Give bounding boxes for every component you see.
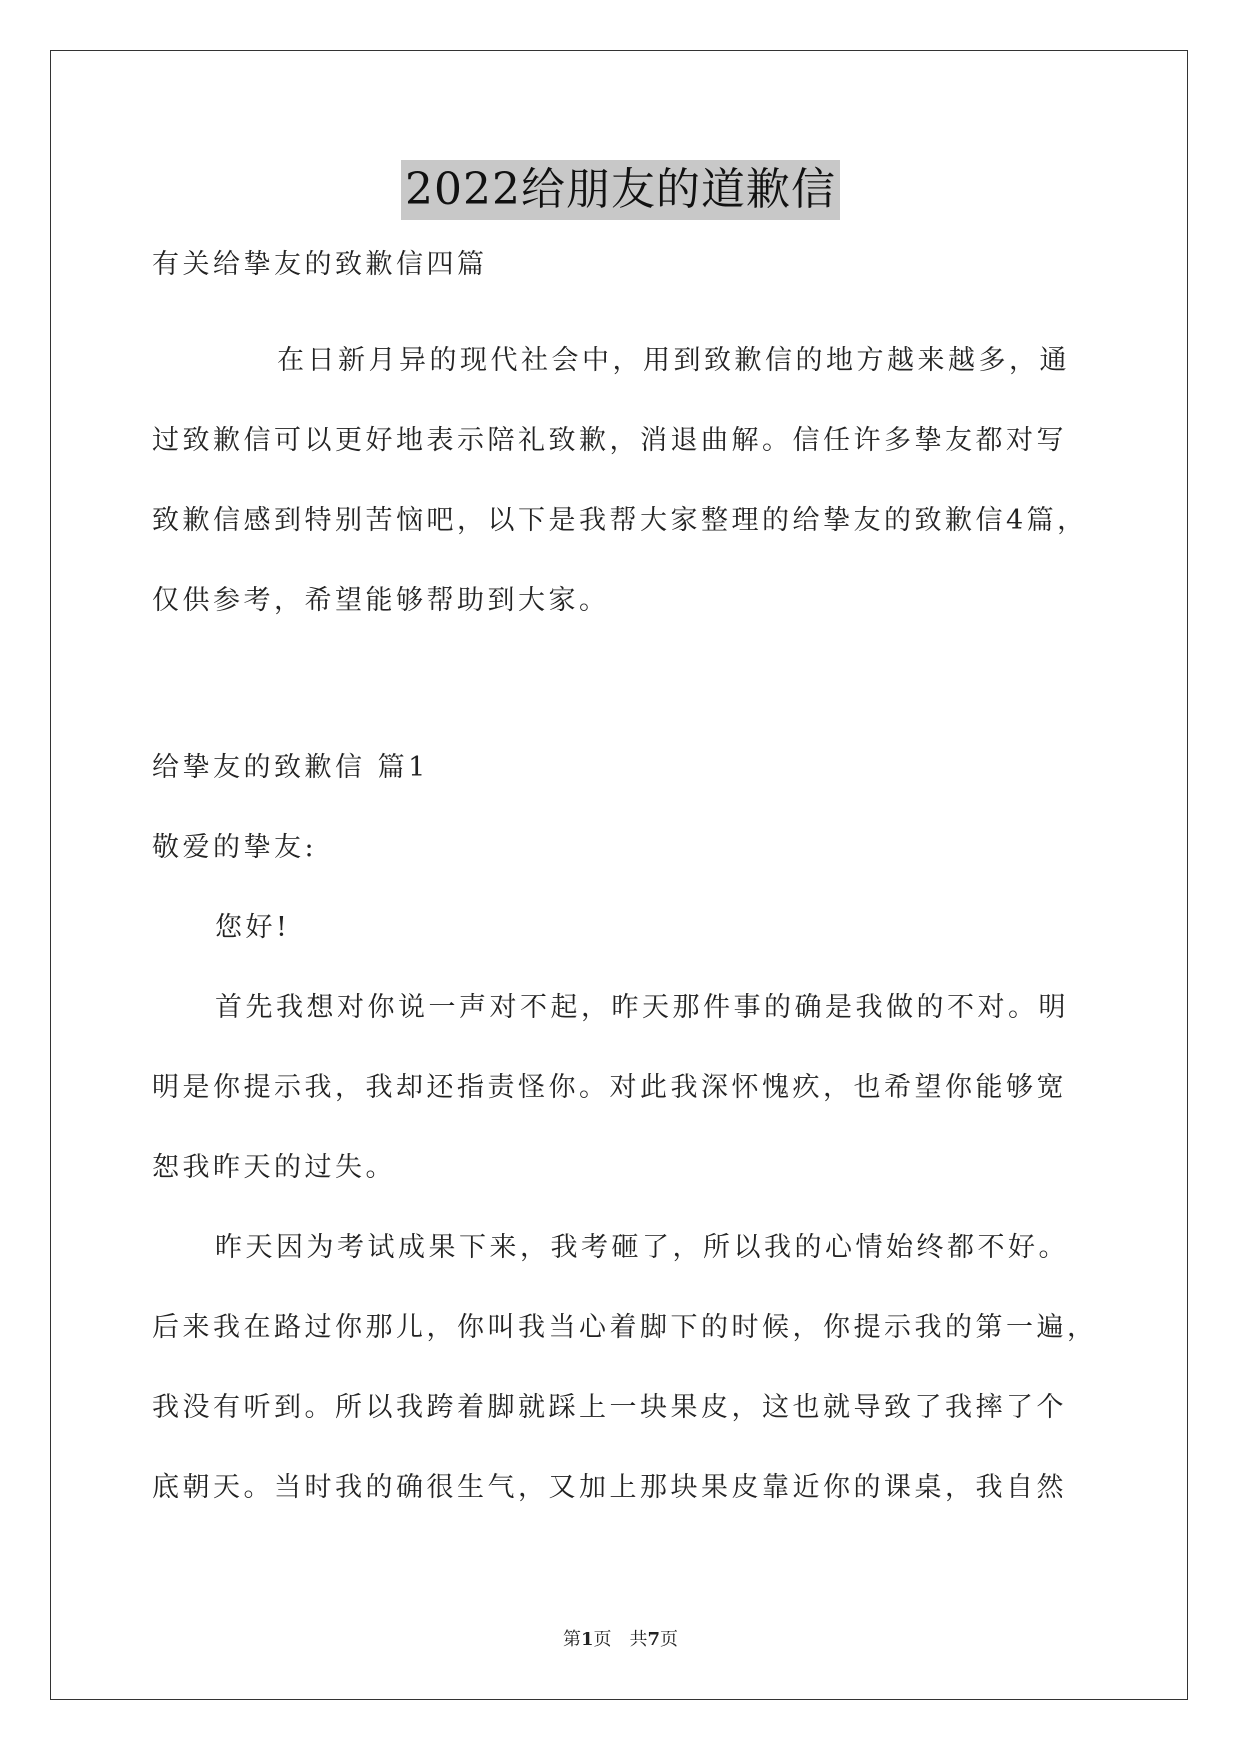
title-text: 2022给朋友的道歉信 <box>401 160 840 220</box>
page-number: 1 <box>580 1629 594 1650</box>
paragraph-line: 明是你提示我，我却还指责怪你。对此我深怀愧疚，也希望你能够宽 <box>152 1072 1067 1103</box>
paragraph-line: 后来我在路过你那儿，你叫我当心着脚下的时候，你提示我的第一遍， <box>152 1312 1098 1343</box>
paragraph-line: 过致歉信可以更好地表示陪礼致歉，消退曲解。信任许多挚友都对写 <box>152 425 1067 456</box>
paragraph-line: 昨天因为考试成果下来，我考砸了，所以我的心情始终都不好。 <box>215 1232 1069 1263</box>
page-footer <box>0 1628 1241 1652</box>
page-middle: 页 共 <box>593 1629 648 1650</box>
page-suffix: 页 <box>660 1629 679 1650</box>
paragraph-line: 底朝天。当时我的确很生气，又加上那块果皮靠近你的课桌，我自然 <box>152 1472 1067 1503</box>
total-pages: 7 <box>647 1629 661 1650</box>
paragraph-line: 我没有听到。所以我跨着脚就踩上一块果皮，这也就导致了我摔了个 <box>152 1392 1067 1423</box>
paragraph-line: 致歉信感到特别苦恼吧，以下是我帮大家整理的给挚友的致歉信4篇， <box>152 505 1088 536</box>
paragraph-line: 仅供参考，希望能够帮助到大家。 <box>152 585 610 616</box>
page-prefix: 第 <box>562 1629 581 1650</box>
subtitle-line: 有关给挚友的致歉信四篇 <box>152 249 488 280</box>
greeting: 您好! <box>215 912 291 943</box>
paragraph-line: 首先我想对你说一声对不起，昨天那件事的确是我做的不对。明 <box>215 992 1069 1023</box>
page-border <box>50 50 1188 1700</box>
paragraph-line: 在日新月异的现代社会中，用到致歉信的地方越来越多，通 <box>277 345 1070 376</box>
paragraph-line: 恕我昨天的过失。 <box>152 1152 396 1183</box>
section-heading: 给挚友的致歉信 篇1 <box>152 752 429 783</box>
document-title <box>0 160 1241 220</box>
salutation: 敬爱的挚友: <box>152 832 318 863</box>
